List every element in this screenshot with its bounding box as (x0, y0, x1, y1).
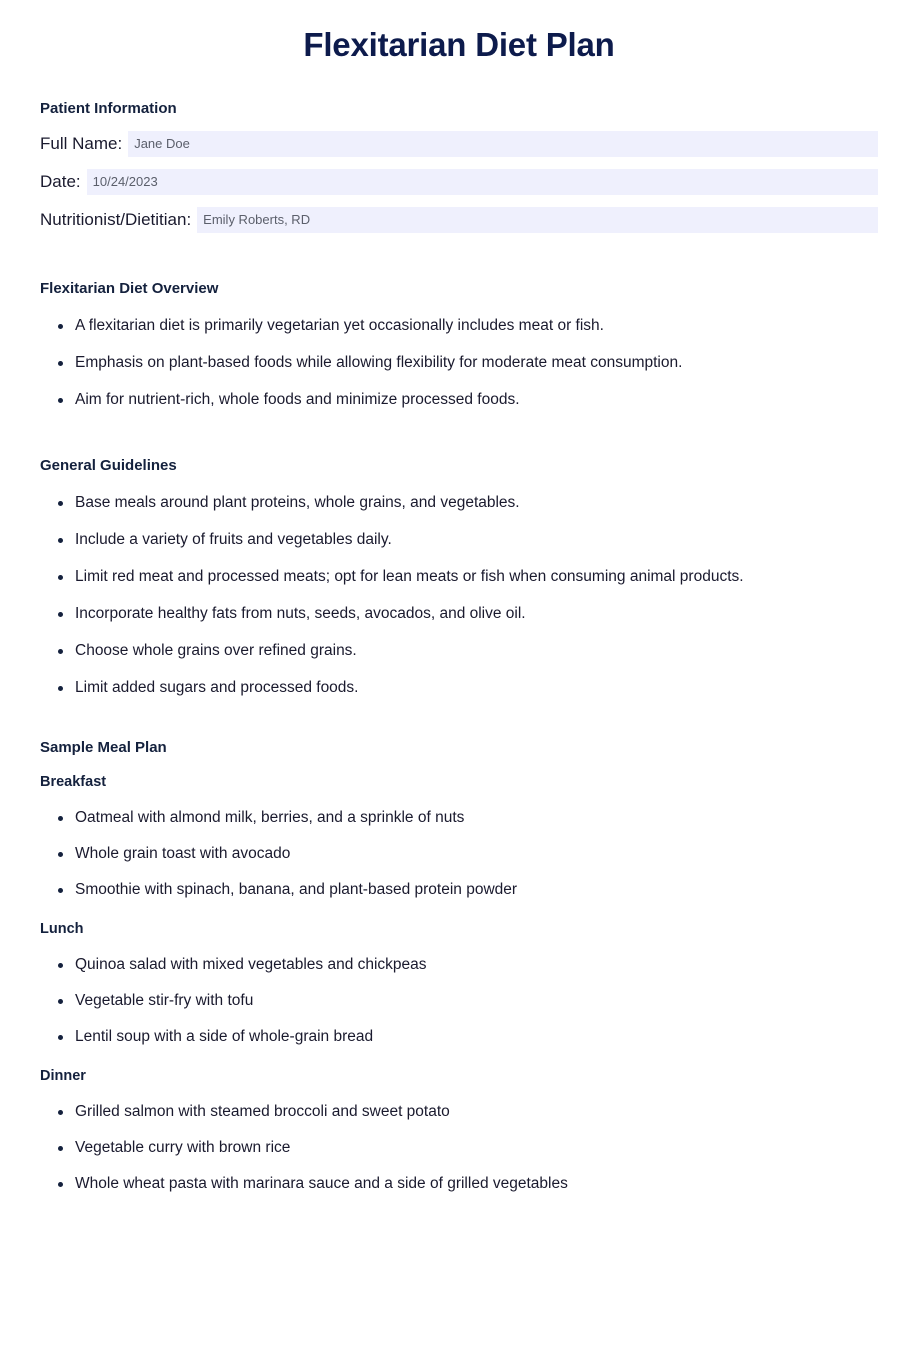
overview-section (40, 279, 878, 410)
meal-group-lunch (40, 919, 878, 1047)
list-item: Vegetable curry with brown rice (40, 1138, 878, 1158)
list-item: Quinoa salad with mixed vegetables and chickpeas (40, 955, 878, 975)
overview-heading: Flexitarian Diet Overview (40, 280, 219, 297)
overview-list (40, 316, 878, 410)
list-item: Emphasis on plant-based foods while allowing flexibility for moderate meat consumption. (40, 353, 878, 373)
list-item: Incorporate healthy fats from nuts, seeds, avocados, and olive oil. (40, 604, 878, 624)
patient-information-section (40, 99, 878, 233)
patient-information-heading: Patient Information (40, 100, 177, 117)
dinner-list (40, 1102, 878, 1194)
list-item: Include a variety of fruits and vegetables daily. (40, 530, 878, 550)
field-row-full-name (40, 131, 878, 157)
list-item: Lentil soup with a side of whole-grain bread (40, 1027, 878, 1047)
lunch-list (40, 955, 878, 1047)
field-row-date (40, 169, 878, 195)
breakfast-list (40, 808, 878, 900)
list-item: Whole wheat pasta with marinara sauce and a side of grilled vegetables (40, 1174, 878, 1194)
list-item: Limit added sugars and processed foods. (40, 678, 878, 698)
full-name-label: Full Name: (40, 134, 123, 153)
field-row-nutritionist (40, 207, 878, 233)
nutritionist-input[interactable]: Emily Roberts, RD (197, 207, 878, 233)
list-item: A flexitarian diet is primarily vegetarian yet occasionally includes meat or fish. (40, 316, 878, 336)
guidelines-section (40, 456, 878, 698)
meal-group-dinner (40, 1066, 878, 1194)
list-item: Base meals around plant proteins, whole grains, and vegetables. (40, 493, 878, 513)
list-item: Grilled salmon with steamed broccoli and sweet potato (40, 1102, 878, 1122)
list-item: Limit red meat and processed meats; opt for lean meats or fish when consuming animal products. (40, 567, 878, 587)
lunch-heading: Lunch (40, 921, 84, 937)
list-item: Vegetable stir-fry with tofu (40, 991, 878, 1011)
page-title: Flexitarian Diet Plan (303, 26, 615, 63)
nutritionist-label: Nutritionist/Dietitian: (40, 210, 192, 229)
list-item: Oatmeal with almond milk, berries, and a sprinkle of nuts (40, 808, 878, 828)
list-item: Whole grain toast with avocado (40, 844, 878, 864)
full-name-input[interactable]: Jane Doe (128, 131, 878, 157)
meal-plan-heading: Sample Meal Plan (40, 739, 167, 756)
guidelines-heading: General Guidelines (40, 457, 177, 474)
meal-plan-section (40, 738, 878, 1194)
meal-group-breakfast (40, 772, 878, 900)
date-input[interactable]: 10/24/2023 (87, 169, 878, 195)
list-item: Smoothie with spinach, banana, and plant-based protein powder (40, 880, 878, 900)
breakfast-heading: Breakfast (40, 774, 107, 790)
dinner-heading: Dinner (40, 1068, 86, 1084)
list-item: Aim for nutrient-rich, whole foods and minimize processed foods. (40, 390, 878, 410)
date-label: Date: (40, 172, 81, 191)
guidelines-list (40, 493, 878, 698)
list-item: Choose whole grains over refined grains. (40, 641, 878, 661)
